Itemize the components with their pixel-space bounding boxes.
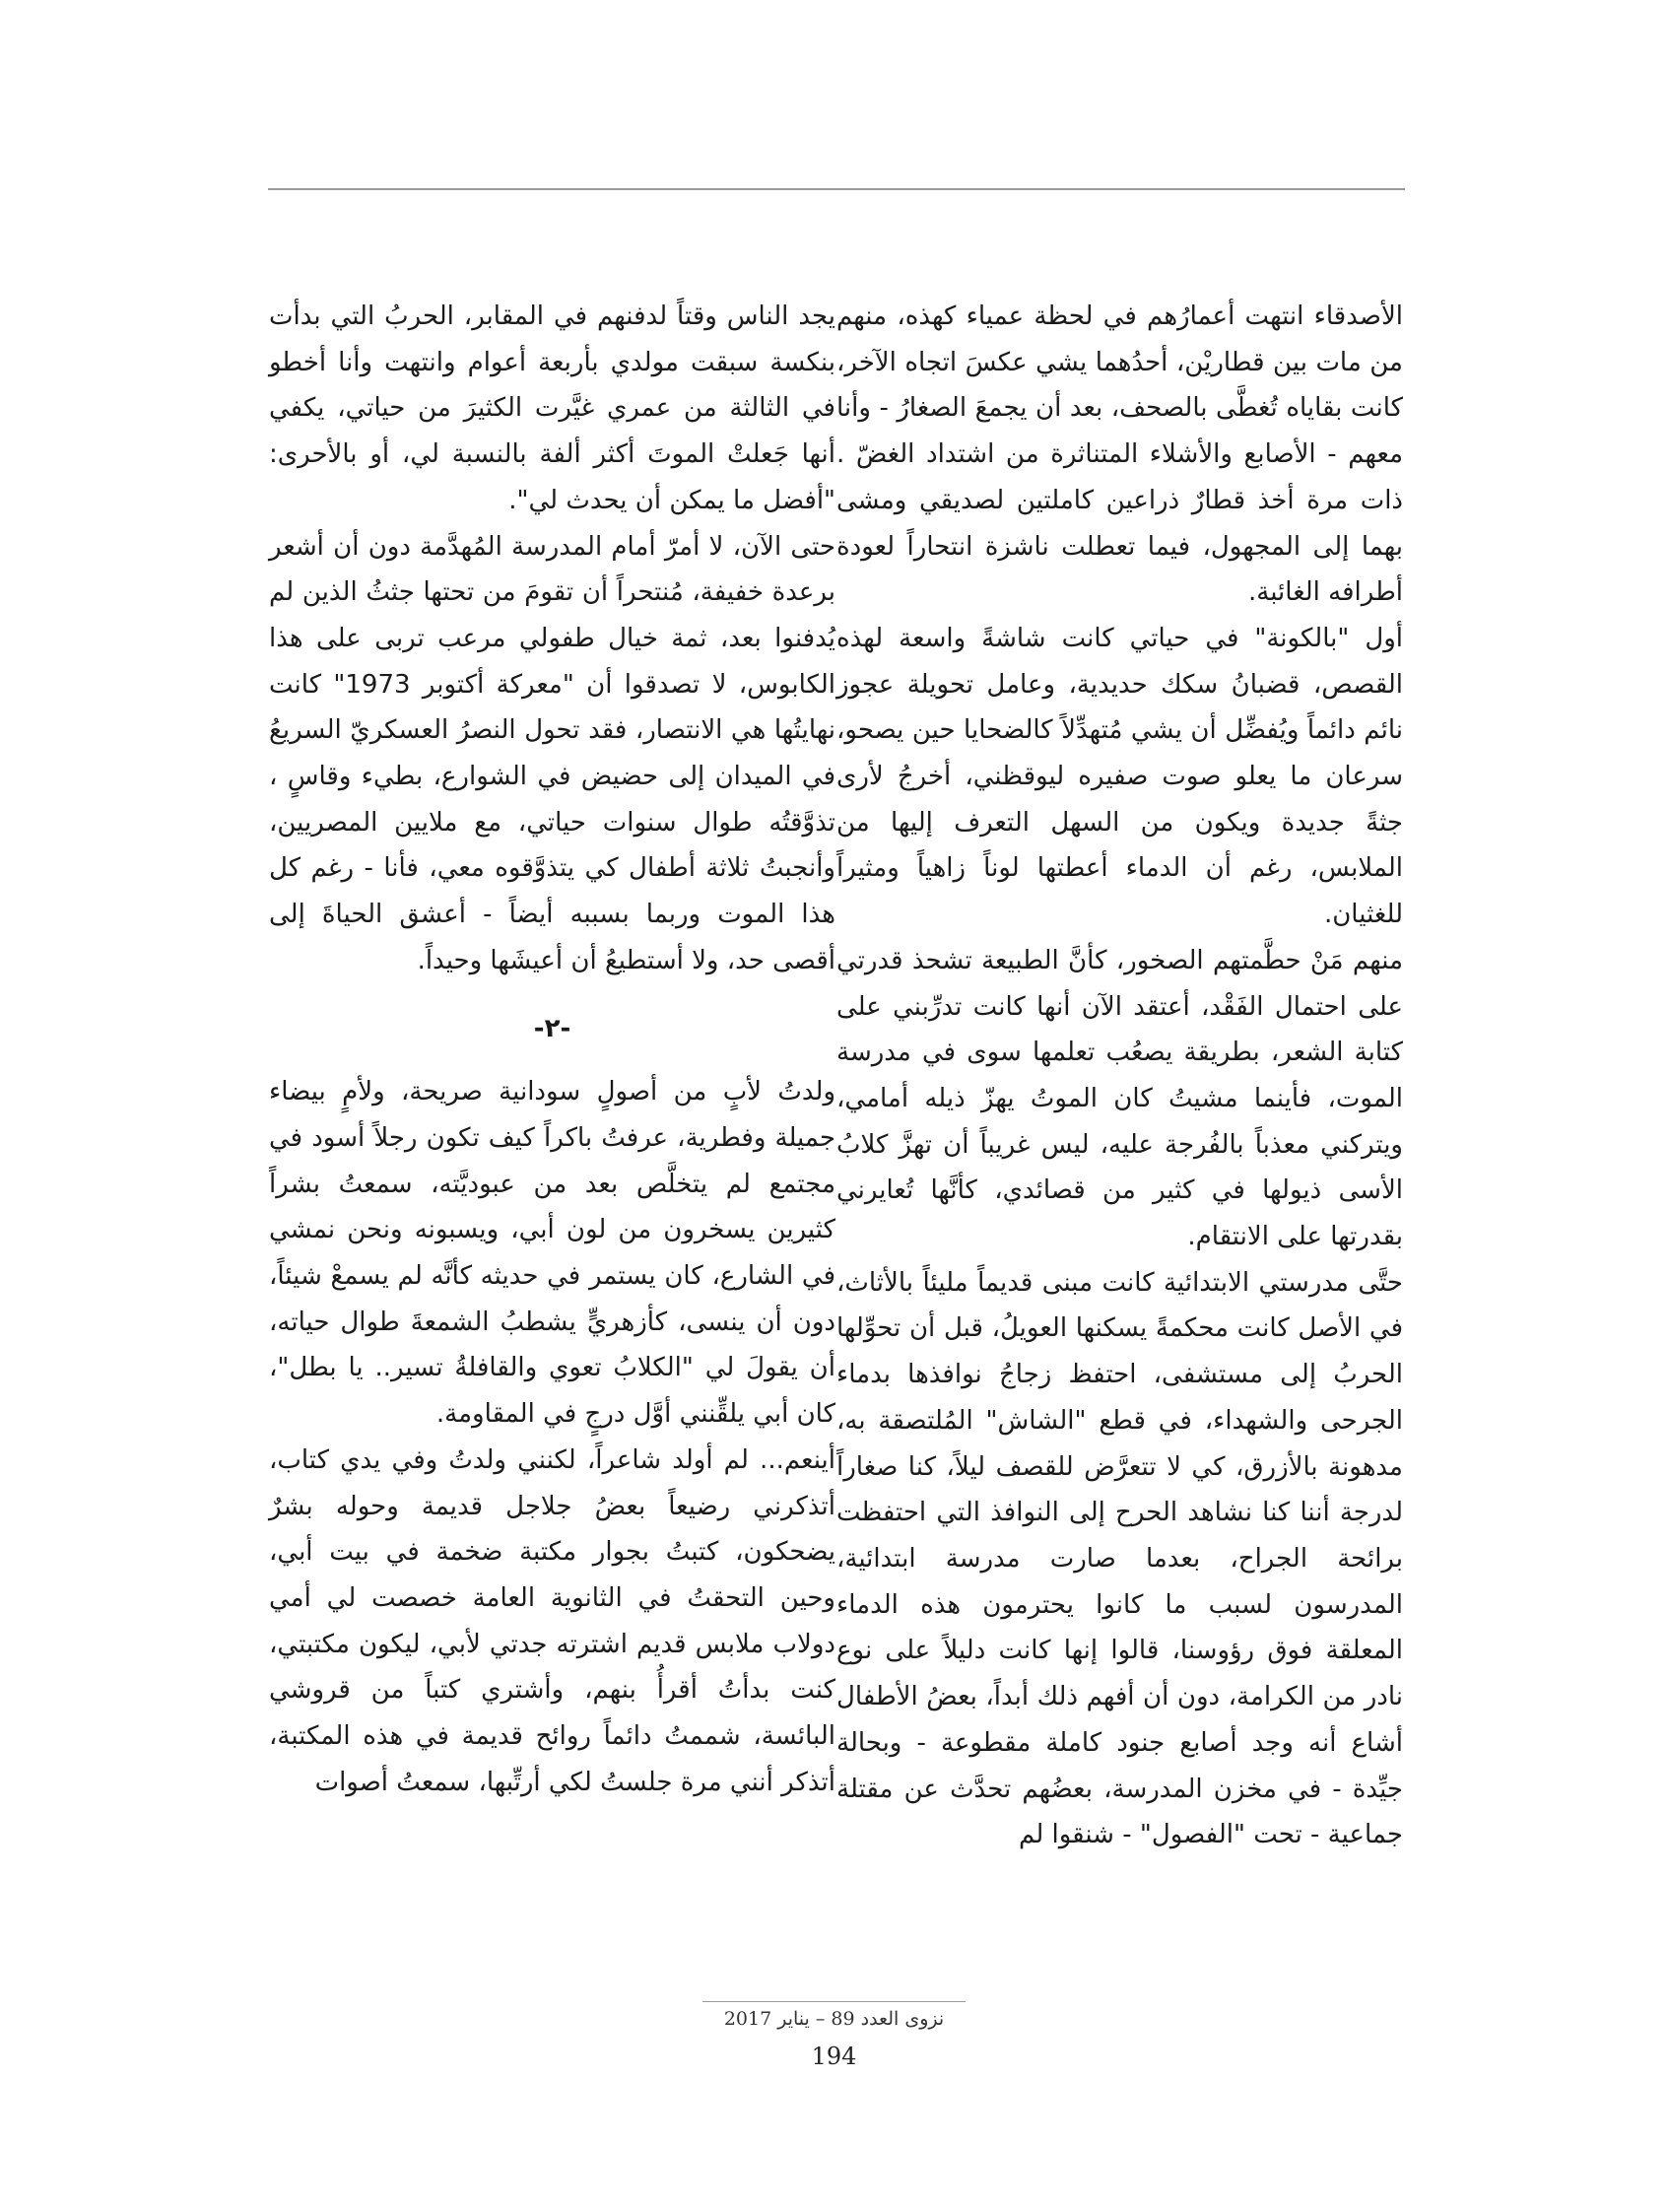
footer-divider-rule [702, 2001, 966, 2002]
left-text-column [269, 294, 835, 1806]
left-paragraph-2: حتى الآن، لا أمرّ أمام المدرسة المُهدَّمة دون أن أشعر برعدة خفيفة، مُنتحراً أن تقومَ من تحتها جثثُ الذين لم يُدفنوا بعد، ثمة خيال طفولي مرعب تربى على هذا الكابوس، لا تصدقوا أن "معركة أكتوبر 1973" كانت نهايتُها هي الانتصار، فقد تحول النصرُ العسكريّ السريعُ في الميدان إلى حضيض في الشوارع، بطيء وقاسٍ ، تذوَّقتُه طوال سنوات حياتي، مع ملايين المصريين، وأنجبتُ ثلاثة أطفال كي يتذوَّقوه معي، فأنا - رغم كل هذا الموت وربما بسببه أيضاً - أعشق الحياةَ إلى أقصى حد، ولا أستطيعُ أن أعيشَها وحيداً. [269, 531, 835, 975]
right-paragraph-3: منهم مَنْ حطَّمتهم الصخور، كأنَّ الطبيعة تشحذ قدرتي على احتمال الفَقْد، أعتقد الآن أنها كانت تدرِّبني على كتابة الشعر، بطريقة يصعُب تعلمها سوى في مدرسة الموت، فأينما مشيتُ كان الموتُ يهزّ ذيله أمامي، ويتركني معذباً بالفُرجة عليه، ليس غريباً أن تهزَّ كلابُ الأسى ذيولها في كثير من قصائدي، كأنَّها تُعايرني بقدرتها على الانتقام. [836, 945, 1403, 1252]
left-paragraph-3: ولدتُ لأبٍ من أصولٍ سودانية صريحة، ولأمٍ بيضاء جميلة وفطرية، عرفتُ باكراً كيف تكون رجلاً أسود في مجتمع لم يتخلَّص بعد من عبوديَّته، سمعتُ بشراً كثيرين يسخرون من لون أبي، ويسبونه ونحن نمشي في الشارع، كان يستمر في حديثه كأنَّه لم يسمعْ شيئاً، دون أن ينسى، كأزهريٍّ يشطبُ الشمعةَ طوال حياته، أن يقولَ لي "الكلابُ تعوي والقافلةُ تسير.. يا بطل"، كان أبي يلقِّنني أوَّل درجٍ في المقاومة. [269, 1077, 835, 1430]
right-paragraph-4: حتَّى مدرستي الابتدائية كانت مبنى قديماً مليئاً بالأثاث، في الأصل كانت محكمةً يسكنها العويلُ، قبل أن تحوِّلها الحربُ إلى مستشفى، احتفظ زجاجُ نوافذها بدماء الجرحى والشهداء، في قطع "الشاش" المُلتصقة به، مدهونة بالأزرق، كي لا تتعرَّض للقصف ليلاً، كنا صغاراً لدرجة أننا كنا نشاهد الحرح إلى النوافذ التي احتفظت برائحة الجراح، بعدما صارت مدرسة ابتدائية، المدرسون لسبب ما كانوا يحترمون هذه الدماء المعلقة فوق رؤوسنا، قالوا إنها كانت دليلاً على نوع نادر من الكرامة، دون أن أفهم ذلك أبداً، بعضُ الأطفال أشاع أنه وجد أصابع جنود كاملة مقطوعة - وبحالة جيِّدة - في مخزن المدرسة، بعضُهم تحدَّث عن مقتلة جماعية - تحت "الفصول" - شنقوا لم [836, 1267, 1403, 1850]
left-paragraph-4: أينعم... لم أولد شاعراً، لكنني ولدتُ وفي يدي كتاب، أتذكرني رضيعاً بعضُ جلاجل قديمة وحوله بشرٌ يضحكون، كتبتُ بجوار مكتبة ضخمة في بيت أبي، وحين التحقتُ في الثانوية العامة خصصت لي أمي دولاب ملابس قديم اشترته جدتي لأبي، ليكون مكتبتي، كنت بدأتُ أقرأُ بنهم، وأشتري كتباً من قروشي البائسة، شممتُ دائماً روائح قديمة في هذه المكتبة، أتذكر أنني مرة جلستُ لكي أرتِّبها، سمعتُ أصوات [269, 1444, 835, 1797]
footer-issue-line: نزوى العدد 89 – يناير 2017 [723, 2008, 945, 2030]
section-number-marker: -٢- [533, 1013, 571, 1043]
right-paragraph-2: أول "بالكونة" في حياتي كانت شاشةً واسعة لهذه القصص، قضبانُ سكك حديدية، وعامل تحويلة عجوز نائم دائماً ويُفضِّل أن يشي مُتهدِّلاً كالضحايا حين يصحو، سرعان ما يعلو صوت صفيره ليوقظني، أخرجُ لأرى جثةً جديدة ويكون من السهل التعرف إليها من الملابس، رغم أن الدماء أعطتها لوناً زاهياً ومثيراً للغثيان. [836, 623, 1403, 930]
right-paragraph-1: الأصدقاء انتهت أعمارُهم في لحظة عمياء كهذه، منهم من مات بين قطاريْن، أحدُهما يشي عكسَ اتجاه الآخر، كانت بقاياه تُغطَّى بالصحف، بعد أن يجمعَ الصغارُ - وأنا معهم - الأصابع والأشلاء المتناثرة من اشتداد الغضّ . ذات مرة أخذ قطارٌ ذراعين كاملتين لصديقي ومشى بهما إلى المجهول، فيما تعطلت ناشزة انتحاراً لعودة أطرافه الغائبة. [836, 302, 1403, 608]
page-number: 194 [811, 2043, 857, 2070]
left-paragraph-1: يجد الناس وقتاً لدفنهم في المقابر، الحربُ التي بدأت بنكسة سبقت مولدي بأربعة أعوام وانتهت وأنا أخطو في الثالثة من عمري غيَّرت الكثيرَ من حياتي، يكفي أنها جَعلتْ الموتَ أكثر ألفة بالنسبة لي، أو بالأحرى: "أفضل ما يمكن أن يحدث لي". [269, 302, 835, 515]
right-text-column [836, 294, 1403, 1858]
top-divider-rule [268, 188, 1405, 190]
